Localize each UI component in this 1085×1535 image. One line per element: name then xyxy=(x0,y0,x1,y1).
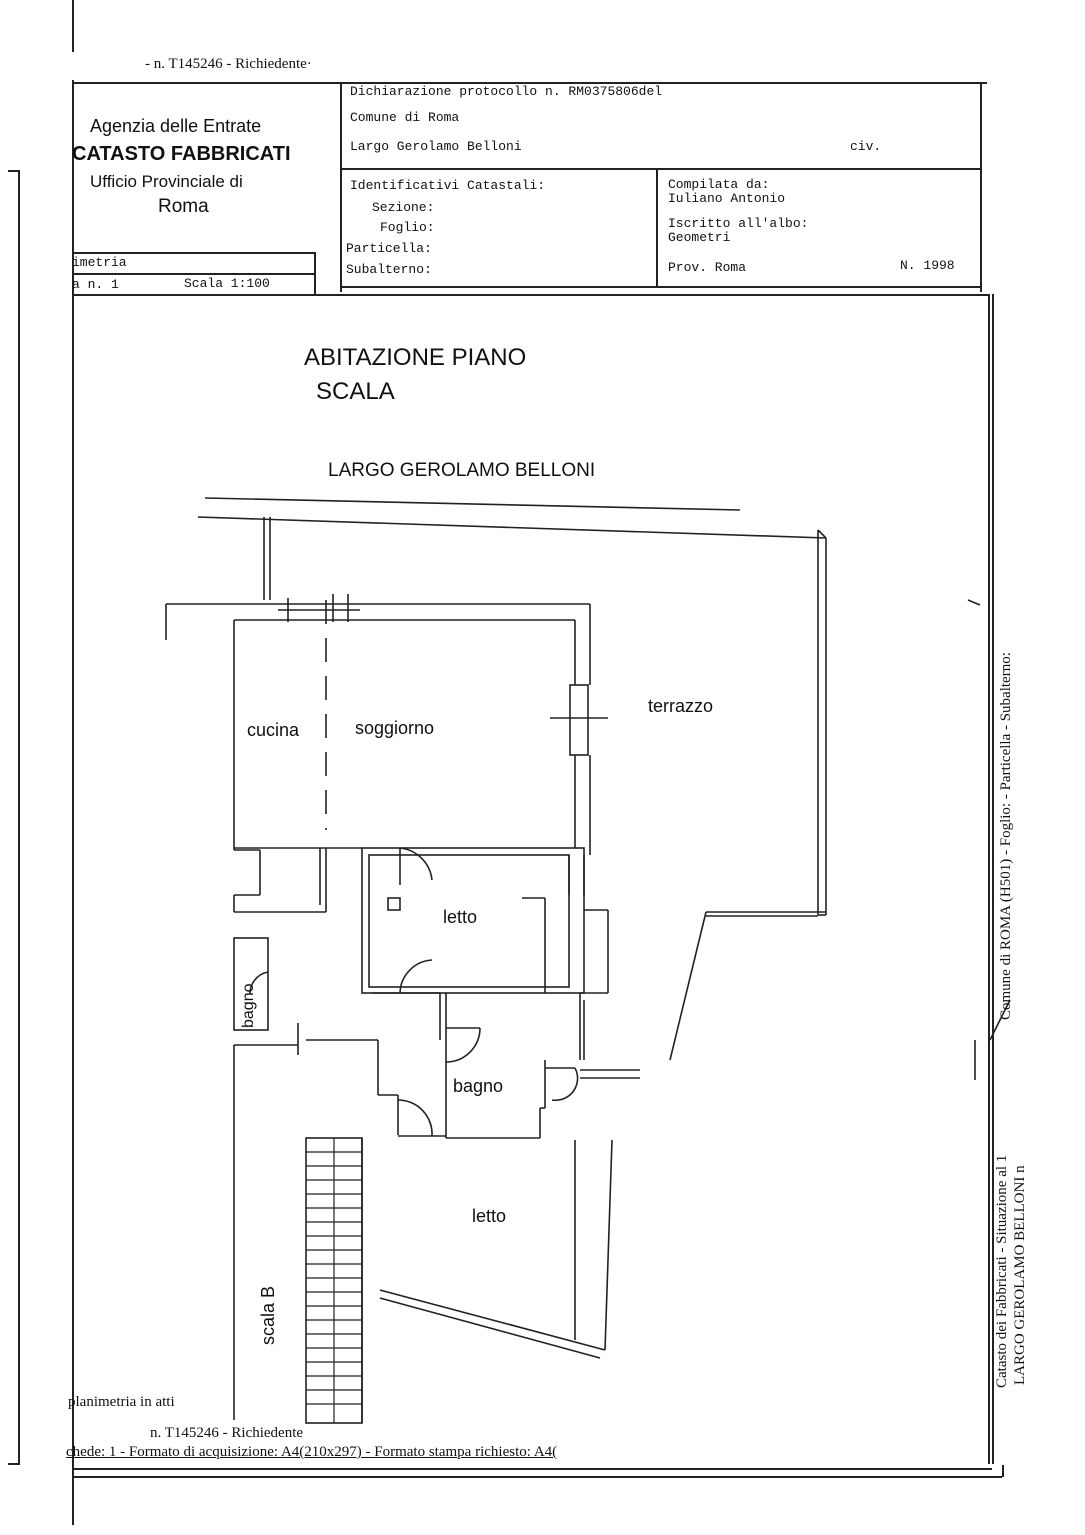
footer-schede: chede: 1 - Formato di acquisizione: A4(210x297) - Formato stampa richiesto: A4( xyxy=(66,1444,558,1460)
particella-text: Particella: xyxy=(346,241,432,256)
civ-text: civ. xyxy=(850,139,882,154)
planimetria-in-atti: planimetria in atti xyxy=(68,1394,175,1410)
room-scala-b: scala B xyxy=(258,1285,278,1345)
room-cucina: cucina xyxy=(247,720,300,740)
room-bagno-2: bagno xyxy=(453,1076,504,1096)
albo-text: Geometri xyxy=(668,230,731,245)
dichiarazione-text: Dichiarazione protocollo n. RM0375806del xyxy=(350,84,663,99)
agency-name: Agenzia delle Entrate xyxy=(90,116,262,136)
room-letto-2: letto xyxy=(472,1206,507,1226)
planimetria-label: imetria xyxy=(72,255,127,270)
room-terrazzo: terrazzo xyxy=(648,696,714,716)
compilata-text: Compilata da: xyxy=(668,177,770,192)
foglio-text: Foglio: xyxy=(380,220,435,235)
numero-text: N. 1998 xyxy=(900,258,955,273)
scala-label: Scala 1:100 xyxy=(184,276,270,291)
side-vertical-2: Catasto dei Fabbricati - Situazione al 1 xyxy=(994,1154,1010,1388)
city-text: Roma xyxy=(158,196,209,217)
scheda-label: a n. 1 xyxy=(72,277,119,292)
catasto-title: CATASTO FABBRICATI xyxy=(72,143,291,165)
plan-title-1: ABITAZIONE PIANO xyxy=(304,344,527,371)
room-bagno-1: bagno xyxy=(240,983,257,1028)
room-letto-1: letto xyxy=(443,907,478,927)
top-requester-text: - n. T145246 - Richiedente· xyxy=(145,56,312,72)
street-label: LARGO GEROLAMO BELLONI xyxy=(328,460,596,481)
plan-title-2: SCALA xyxy=(316,378,395,405)
subalterno-text: Subalterno: xyxy=(346,262,432,277)
side-vertical-3: LARGO GEROLAMO BELLONI n xyxy=(1012,1165,1028,1385)
side-vertical-1: Comune di ROMA (H501) - Foglio: - Particella - Subalterno: xyxy=(998,652,1014,1020)
room-soggiorno: soggiorno xyxy=(355,718,435,738)
identificativi-text: Identificativi Catastali: xyxy=(350,178,546,193)
indirizzo-text: Largo Gerolamo Belloni xyxy=(350,139,522,154)
tecnico-text: Iuliano Antonio xyxy=(668,191,786,206)
sezione-text: Sezione: xyxy=(372,200,435,215)
comune-text: Comune di Roma xyxy=(350,110,460,125)
footer-requester: n. T145246 - Richiedente xyxy=(150,1425,304,1441)
iscritto-text: Iscritto all'albo: xyxy=(668,216,809,231)
prov-text: Prov. Roma xyxy=(668,260,747,275)
ufficio-text: Ufficio Provinciale di xyxy=(90,172,243,191)
